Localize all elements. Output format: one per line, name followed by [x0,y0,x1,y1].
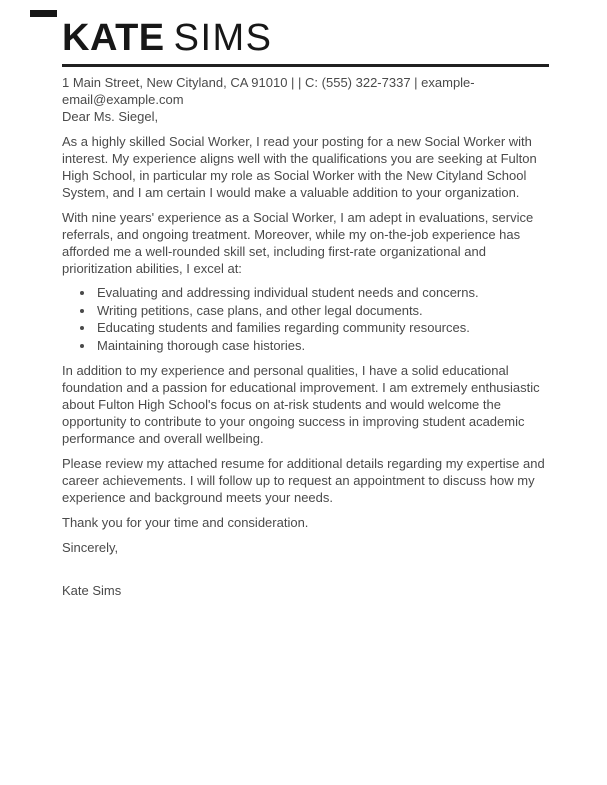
bullet-item: • Maintaining thorough case histories. [95,338,549,355]
paragraph-resume: Please review my attached resume for additional details regarding my expertise and career achievements. I will follow up to request an appointment to discuss how my experience and background meets your needs. [62,456,545,505]
bullet-item: • Educating students and families regarding community resources. [95,320,549,337]
closing-line: Sincerely, [62,540,119,555]
contact-line-2: email@example.com [62,92,184,107]
bullet-item: • Writing petitions, case plans, and other legal documents. [95,303,549,320]
letter-body [62,108,549,599]
paragraph-education: In addition to my experience and personal qualities, I have a solid educational foundation and a passion for educational improvement. I am extremely enthusiastic about Fulton High School's focus on at-risk students and would welcome the opportunity to contribute to your ongoing success in improving student academic performance and overall wellbeing. [62,363,540,446]
contact-info [62,74,549,108]
paragraph-experience: With nine years' experience as a Social Worker, I am adept in evaluations, service referrals, and ongoing treatment. Moreover, while my on-the-job experience has afforded me a well-rounded skill set, including first-rate organizational and prioritization abilities, I excel at: [62,210,534,276]
skill-bullet-list [62,285,549,354]
corner-decoration-bar [30,10,57,17]
thanks-line: Thank you for your time and consideration. [62,515,309,530]
paragraph-intro: As a highly skilled Social Worker, I read your posting for a new Social Worker with interest. My experience aligns well with the qualifications you are seeking at Fulton High School, in particular my role as Social Worker with the New Cityland School System, and I am certain I would make a valuable addition to your organization. [62,134,537,200]
first-name: KATE [62,17,165,59]
header-name [62,16,549,67]
signature-name: Kate Sims [62,583,122,598]
greeting: Dear Ms. Siegel, [62,109,159,124]
contact-line-1: 1 Main Street, New Cityland, CA 91010 | | C: (555) 322-7337 | example- [62,75,475,90]
bullet-item: • Evaluating and addressing individual student needs and concerns. [95,285,549,302]
last-name: SIMS [173,17,273,59]
letter-content [62,0,549,607]
